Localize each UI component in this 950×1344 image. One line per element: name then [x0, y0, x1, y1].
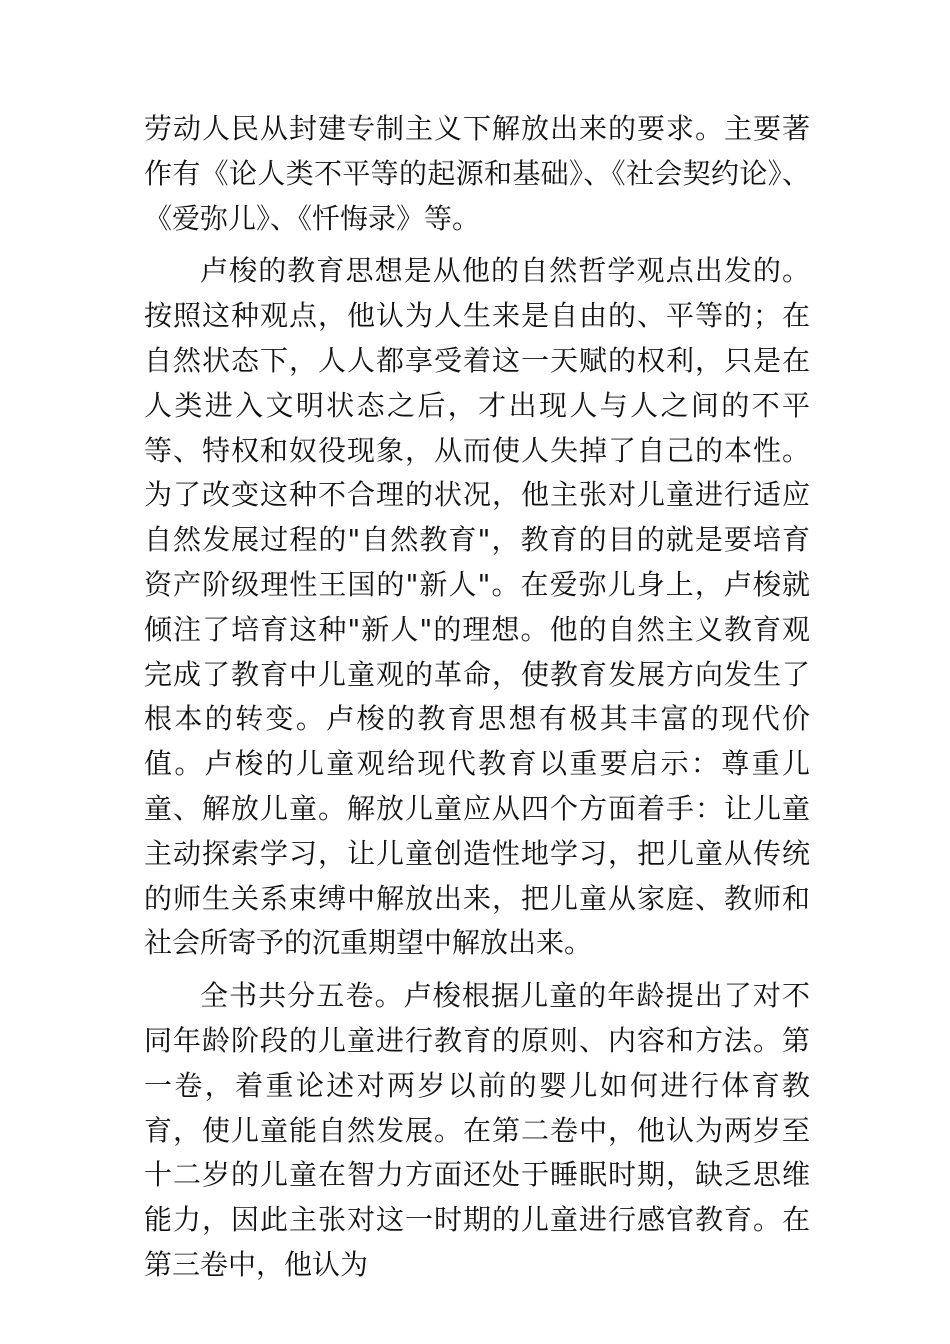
paragraph-2: 卢梭的教育思想是从他的自然哲学观点出发的。按照这种观点，他认为人生来是自由的、平等的；在自然状态下，人人都享受着这一天赋的权利，只是在人类进入文明状态之后，才出现人与人之间的不平等、特权和奴役现象，从而使人失掉了自己的本性。为了改变这种不合理的状况，他主张对儿童进行适应自然发展过程的"自然教育"，教育的目的就是要培育资产阶级理性王国的"新人"。在爱弥儿身上，卢梭就倾注了培育这种"新人"的理想。他的自然主义教育观完成了教育中儿童观的革命，使教育发展方向发生了根本的转变。卢梭的教育思想有极其丰富的现代价值。卢梭的儿童观给现代教育以重要启示：尊重儿童、解放儿童。解放儿童应从四个方面着手：让儿童主动探索学习，让儿童创造性地学习，把儿童从传统的师生关系束缚中解放出来，把儿童从家庭、教师和社会所寄予的沉重期望中解放出来。 — [144, 254, 810, 960]
paragraph-1: 劳动人民从封建专制主义下解放出来的要求。主要著作有《论人类不平等的起源和基础》、《社会契约论》、《爱弥儿》、《忏悔录》等。 — [144, 112, 810, 235]
paragraph-3: 全书共分五卷。卢梭根据儿童的年龄提出了对不同年龄阶段的儿童进行教育的原则、内容和方法。第一卷，着重论述对两岁以前的婴儿如何进行体育教育，使儿童能自然发展。在第二卷中，他认为两岁至十二岁的儿童在智力方面还处于睡眠时期，缺乏思维能力，因此主张对这一时期的儿童进行感官教育。在第三卷中，他认为 — [144, 979, 810, 1281]
document-body — [144, 107, 810, 1288]
